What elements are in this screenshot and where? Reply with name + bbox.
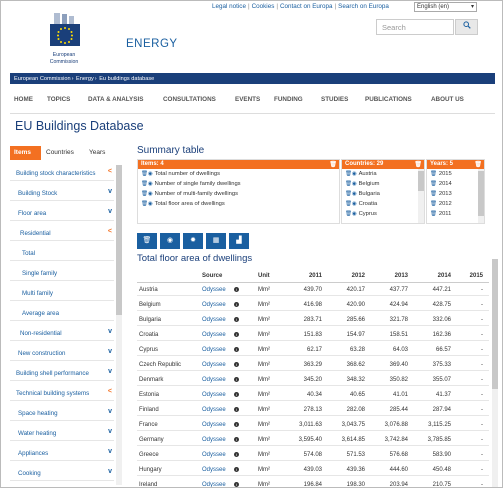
nav-data-analysis[interactable]: DATA & ANALYSIS [88, 96, 144, 103]
cell-unit: Mm² [258, 407, 270, 413]
cell-2013: 203.94 [389, 482, 408, 488]
cell-2014: 332.06 [432, 317, 451, 323]
header-2013[interactable]: 2013 [394, 273, 408, 279]
cell-country: Germany [139, 437, 164, 443]
cell-unit: Mm² [258, 332, 270, 338]
nav-home[interactable]: HOME [14, 96, 33, 103]
nav-events[interactable]: EVENTS [235, 96, 261, 103]
cell-2014: 583.90 [432, 452, 451, 458]
cell-2015: - [481, 347, 483, 353]
trash-eye-icon[interactable]: 🗑◉ [345, 171, 357, 177]
cell-source[interactable]: Odyssee [202, 287, 226, 293]
info-icon[interactable]: i [234, 422, 239, 427]
cell-source[interactable]: Odyssee [202, 482, 226, 488]
trash-icon[interactable]: 🗑 [430, 191, 437, 197]
info-icon[interactable]: i [234, 362, 239, 367]
table-row [137, 283, 489, 296]
header-2015[interactable]: 2015 [469, 273, 483, 279]
cell-2011: 345.20 [303, 377, 322, 383]
chevron-down-icon: v [108, 428, 112, 435]
cell-unit: Mm² [258, 302, 270, 308]
cell-2015: - [481, 377, 483, 383]
items-header: Items: 4 🗑 [138, 160, 339, 169]
contact-link[interactable]: Contact on Europa [280, 3, 333, 10]
header-source[interactable]: Source [202, 273, 223, 279]
cell-country: Ireland [139, 482, 158, 488]
cell-2015: - [481, 452, 483, 458]
settings-button[interactable] [183, 233, 203, 249]
cell-2014: 450.48 [432, 467, 451, 473]
cell-2011: 363.29 [303, 362, 322, 368]
cell-2014: 162.36 [432, 332, 451, 338]
sidebar-item-single-family[interactable]: Single family [10, 263, 114, 281]
cell-2014: 3,115.25 [428, 422, 451, 428]
header-2011[interactable]: 2011 [308, 273, 322, 279]
cell-unit: Mm² [258, 377, 270, 383]
cell-2011: 3,595.40 [298, 437, 322, 443]
sidebar-item-average-area[interactable]: Average area [10, 303, 114, 321]
nav-funding[interactable]: FUNDING [274, 96, 303, 103]
table-row [137, 373, 489, 386]
cell-country: Croatia [139, 332, 159, 338]
chevron-down-icon: ▾ [470, 4, 474, 10]
sidebar-item-space-heating[interactable]: Space heating v [10, 403, 114, 421]
cell-2013: 158.51 [389, 332, 408, 338]
cell-2012: 285.66 [346, 317, 365, 323]
table-view-button[interactable] [206, 233, 226, 249]
header-unit[interactable]: Unit [258, 273, 270, 279]
cell-2015: - [481, 332, 483, 338]
table-row [137, 448, 489, 461]
table-title: Total floor area of dwellings [137, 253, 253, 264]
cell-2014: 447.21 [432, 287, 451, 293]
cell-2013: 321.78 [389, 317, 408, 323]
cell-2012: 420.90 [346, 302, 365, 308]
scroll-thumb[interactable] [418, 171, 424, 191]
cell-2015: - [481, 392, 483, 398]
search-europa-link[interactable]: Search on Europa [338, 3, 389, 10]
list-item[interactable]: 🗑 2014 [430, 181, 452, 187]
trash-icon[interactable]: 🗑 [430, 181, 437, 187]
tab-years[interactable]: Years [89, 149, 106, 156]
cell-country: Finland [139, 407, 159, 413]
trash-icon[interactable]: 🗑 [329, 162, 337, 168]
cell-2013: 3,076.88 [384, 422, 408, 428]
trash-icon[interactable]: 🗑 [430, 211, 437, 217]
cell-unit: Mm² [258, 287, 270, 293]
table-row [137, 328, 489, 341]
target-icon: ◉ [166, 237, 174, 244]
sidebar-item-total[interactable]: Total [10, 243, 114, 261]
scroll-thumb[interactable] [116, 165, 122, 315]
list-item[interactable]: 🗑 2011 [430, 211, 452, 217]
breadcrumb-item[interactable]: European Commission [14, 76, 71, 82]
cell-2014: 428.75 [432, 302, 451, 308]
top-links: Legal notice | Cookies | Contact on Europa | Search on Europa [212, 3, 389, 10]
target-button[interactable] [160, 233, 180, 249]
sidebar-item-appliances[interactable]: Appliances v [10, 443, 114, 461]
cell-source[interactable]: Odyssee [202, 302, 226, 308]
cell-2014: 66.57 [435, 347, 451, 353]
breadcrumb-item[interactable]: Energy [76, 76, 94, 82]
page-scrollbar[interactable] [492, 259, 498, 487]
info-icon[interactable]: i [234, 287, 239, 292]
cell-2012: 198.30 [346, 482, 365, 488]
cell-source[interactable]: Odyssee [202, 407, 226, 413]
list-item[interactable]: 🗑◉ Number of single family dwellings [141, 181, 241, 187]
cell-unit: Mm² [258, 317, 270, 323]
sidebar-item-water-heating[interactable]: Water heating v [10, 423, 114, 441]
cell-source[interactable]: Odyssee [202, 347, 226, 353]
scroll-thumb[interactable] [478, 171, 484, 216]
countries-header: Countries: 29 🗑 [342, 160, 424, 169]
cell-unit: Mm² [258, 392, 270, 398]
cell-2011: 196.84 [303, 482, 322, 488]
cell-2012: 3,043.75 [341, 422, 365, 428]
cell-2013: 437.77 [389, 287, 408, 293]
search-button[interactable] [455, 19, 478, 35]
info-icon[interactable]: i [234, 347, 239, 352]
cell-source[interactable]: Odyssee [202, 332, 226, 338]
cell-unit: Mm² [258, 437, 270, 443]
cell-country: Denmark [139, 377, 164, 383]
cell-2013: 424.94 [389, 302, 408, 308]
info-icon[interactable]: i [234, 377, 239, 382]
list-item[interactable]: 🗑◉ Belgium [345, 181, 380, 187]
years-scrollbar[interactable] [478, 169, 484, 224]
main-nav [10, 92, 495, 108]
table-row [137, 358, 489, 371]
info-icon[interactable]: i [234, 452, 239, 457]
chevron-left-icon: < [107, 228, 112, 235]
cell-2013: 576.68 [389, 452, 408, 458]
trash-eye-icon[interactable]: 🗑◉ [345, 181, 357, 187]
sidebar-item-building-stock[interactable]: Building Stock v [10, 183, 114, 201]
search-icon [463, 22, 471, 31]
years-box [426, 159, 485, 224]
info-icon[interactable]: i [234, 437, 239, 442]
list-item[interactable]: 🗑◉ Total floor area of dwellings [141, 201, 225, 207]
nav-about-us[interactable]: ABOUT US [431, 96, 464, 103]
cell-country: Czech Republic [139, 362, 182, 368]
info-icon[interactable]: i [234, 482, 239, 487]
cell-2015: - [481, 302, 483, 308]
table-row [137, 403, 489, 416]
cell-2011: 283.71 [303, 317, 322, 323]
cell-2012: 439.36 [346, 467, 365, 473]
chevron-down-icon: v [108, 368, 112, 375]
cell-2014: 375.33 [432, 362, 451, 368]
chevron-down-icon: v [108, 328, 112, 335]
cell-country: Hungary [139, 467, 162, 473]
nav-publications[interactable]: PUBLICATIONS [365, 96, 412, 103]
cell-2012: 154.97 [346, 332, 365, 338]
countries-scrollbar[interactable] [418, 169, 424, 224]
items-box [137, 159, 340, 224]
cell-source[interactable]: Odyssee [202, 467, 226, 473]
cell-unit: Mm² [258, 422, 270, 428]
cell-2014: 355.07 [432, 377, 451, 383]
cookies-link[interactable]: Cookies [251, 3, 275, 10]
list-item[interactable]: 🗑 2015 [430, 171, 452, 177]
cell-2011: 439.03 [303, 467, 322, 473]
sidebar-item-new-construction[interactable]: New construction v [10, 343, 114, 361]
table-row [137, 313, 489, 326]
sidebar-item-cooking[interactable]: Cooking v [10, 463, 114, 481]
cell-2014: 287.94 [432, 407, 451, 413]
info-icon[interactable]: i [234, 392, 239, 397]
cell-2012: 420.17 [346, 287, 365, 293]
cell-2013: 444.60 [389, 467, 408, 473]
trash-icon[interactable]: 🗑 [430, 201, 437, 207]
table-row [137, 433, 489, 446]
info-icon[interactable]: i [234, 467, 239, 472]
divider [10, 113, 495, 114]
cell-2013: 41.01 [392, 392, 408, 398]
nav-topics[interactable]: TOPICS [47, 96, 71, 103]
cell-country: Cyprus [139, 347, 159, 353]
cell-2011: 278.13 [303, 407, 322, 413]
cell-source[interactable]: Odyssee [202, 362, 226, 368]
svg-text:Commission: Commission [49, 59, 79, 65]
chevron-down-icon: v [108, 208, 112, 215]
cell-2012: 63.28 [349, 347, 365, 353]
language-select[interactable]: English (en) ▾ [414, 2, 477, 12]
cell-2015: - [481, 407, 483, 413]
cell-2011: 574.08 [303, 452, 322, 458]
cell-source[interactable]: Odyssee [202, 422, 226, 428]
sidebar-item-building-stock-characteristics[interactable]: Building stock characteristics < [10, 163, 114, 181]
site-name: ENERGY [126, 38, 178, 50]
cell-country: France [139, 422, 158, 428]
cell-source[interactable]: Odyssee [202, 377, 226, 383]
list-item[interactable]: 🗑 2012 [430, 201, 452, 207]
cell-source[interactable]: Odyssee [202, 437, 226, 443]
cell-2015: - [481, 362, 483, 368]
chart-icon: ▟ [236, 237, 242, 244]
cell-country: Austria [139, 287, 158, 293]
cell-2013: 369.40 [389, 362, 408, 368]
list-item[interactable]: 🗑◉ Cyprus [345, 211, 377, 217]
chart-view-button[interactable] [229, 233, 249, 249]
cell-2014: 210.75 [432, 482, 451, 488]
breadcrumb-item: Eu buildings database [99, 76, 155, 82]
sidebar-item-floor-area[interactable]: Floor area v [10, 203, 114, 221]
cell-2015: - [481, 482, 483, 488]
cell-2015: - [481, 467, 483, 473]
cell-source[interactable]: Odyssee [202, 452, 226, 458]
cell-unit: Mm² [258, 347, 270, 353]
cell-source[interactable]: Odyssee [202, 317, 226, 323]
cell-2012: 368.62 [346, 362, 365, 368]
page-title: EU Buildings Database [15, 119, 144, 133]
list-item[interactable]: 🗑◉ Austria [345, 171, 377, 177]
cell-2012: 40.65 [349, 392, 365, 398]
cell-2014: 3,785.85 [427, 437, 451, 443]
chevron-left-icon: < [107, 168, 112, 175]
list-item[interactable]: 🗑 2013 [430, 191, 452, 197]
sidebar [10, 163, 122, 488]
cell-2013: 285.44 [389, 407, 408, 413]
chevron-down-icon: v [108, 408, 112, 415]
nav-consultations[interactable]: CONSULTATIONS [163, 96, 216, 103]
chevron-down-icon: v [108, 188, 112, 195]
cell-2012: 571.53 [346, 452, 365, 458]
cell-2015: - [481, 317, 483, 323]
cell-2012: 282.08 [346, 407, 365, 413]
table-row [137, 298, 489, 311]
cell-2015: - [481, 422, 483, 428]
trash-eye-icon[interactable]: 🗑◉ [345, 201, 357, 207]
legal-notice-link[interactable]: Legal notice [212, 3, 246, 10]
cell-2011: 3,011.63 [299, 422, 322, 428]
cell-country: Estonia [139, 392, 160, 398]
header-2012[interactable]: 2012 [351, 273, 365, 279]
trash-icon[interactable]: 🗑 [430, 171, 437, 177]
info-icon[interactable]: i [234, 407, 239, 412]
years-header: Years: 5 🗑 [427, 160, 484, 169]
cell-2015: - [481, 437, 483, 443]
table-row [137, 478, 489, 488]
breadcrumb: European Commission› Energy› Eu buildings database [10, 73, 495, 84]
cell-2011: 62.17 [306, 347, 322, 353]
cell-2011: 439.70 [303, 287, 322, 293]
cell-2011: 151.83 [303, 332, 322, 338]
info-icon[interactable]: i [234, 302, 239, 307]
cell-country: Belgium [139, 302, 161, 308]
chevron-down-icon: v [108, 348, 112, 355]
cell-2013: 3,742.84 [384, 437, 408, 443]
trash-eye-icon[interactable]: 🗑◉ [141, 171, 153, 177]
tab-countries[interactable]: Countries [46, 149, 74, 156]
table-header [137, 268, 489, 283]
header-2014[interactable]: 2014 [437, 273, 451, 279]
table-row [137, 343, 489, 356]
info-icon[interactable]: i [234, 332, 239, 337]
sidebar-item-multi-family[interactable]: Multi family [10, 283, 114, 301]
cell-2011: 40.34 [306, 392, 322, 398]
european-commission-logo[interactable] [42, 13, 86, 68]
trash-eye-icon[interactable]: 🗑◉ [141, 201, 153, 207]
cell-2013: 64.03 [392, 347, 408, 353]
table-row [137, 418, 489, 431]
cell-2012: 348.32 [346, 377, 365, 383]
chevron-down-icon: v [108, 448, 112, 455]
summary-title: Summary table [137, 145, 205, 156]
sidebar-item-residential[interactable]: Residential < [10, 223, 114, 241]
cell-unit: Mm² [258, 362, 270, 368]
trash-eye-icon[interactable]: 🗑◉ [141, 191, 153, 197]
clear-button[interactable] [137, 233, 157, 249]
cell-2014: 41.37 [435, 392, 451, 398]
chevron-left-icon: < [107, 388, 112, 395]
cell-source[interactable]: Odyssee [202, 392, 226, 398]
trash-eye-icon[interactable]: 🗑◉ [141, 181, 153, 187]
sidebar-item-technical-building-systems[interactable]: Technical building systems < [10, 383, 114, 401]
trash-eye-icon[interactable]: 🗑◉ [345, 191, 357, 197]
nav-studies[interactable]: STUDIES [321, 96, 349, 103]
trash-eye-icon[interactable]: 🗑◉ [345, 211, 357, 217]
table-row [137, 463, 489, 476]
svg-text:European: European [52, 52, 76, 58]
cell-2011: 416.98 [303, 302, 322, 308]
cell-unit: Mm² [258, 452, 270, 458]
list-item[interactable]: 🗑◉ Total number of dwellings [141, 171, 220, 177]
table-icon: ▦ [212, 237, 220, 244]
countries-box [341, 159, 425, 224]
list-item[interactable]: 🗑◉ Bulgaria [345, 191, 380, 197]
cell-2015: - [481, 287, 483, 293]
settings-icon: ✹ [190, 237, 196, 244]
search-input[interactable]: Search [376, 19, 454, 35]
table-row [137, 388, 489, 401]
cell-unit: Mm² [258, 482, 270, 488]
scroll-thumb[interactable] [492, 259, 498, 389]
list-item[interactable]: 🗑◉ Number of multi-family dwellings [141, 191, 238, 197]
chevron-down-icon: v [108, 468, 112, 475]
trash-icon: 🗑 [142, 237, 152, 244]
sidebar-item-non-residential[interactable]: Non-residential v [10, 323, 114, 341]
tab-items[interactable]: Items [10, 146, 41, 160]
list-item[interactable]: 🗑◉ Croatia [345, 201, 378, 207]
cell-unit: Mm² [258, 467, 270, 473]
info-icon[interactable]: i [234, 317, 239, 322]
trash-icon[interactable]: 🗑 [474, 162, 482, 168]
cell-country: Greece [139, 452, 159, 458]
sidebar-scrollbar[interactable] [116, 165, 122, 485]
cell-2013: 350.82 [389, 377, 408, 383]
cell-2012: 3,614.85 [341, 437, 365, 443]
trash-icon[interactable]: 🗑 [414, 162, 422, 168]
cell-country: Bulgaria [139, 317, 162, 323]
sidebar-item-building-shell-performance[interactable]: Building shell performance v [10, 363, 114, 381]
